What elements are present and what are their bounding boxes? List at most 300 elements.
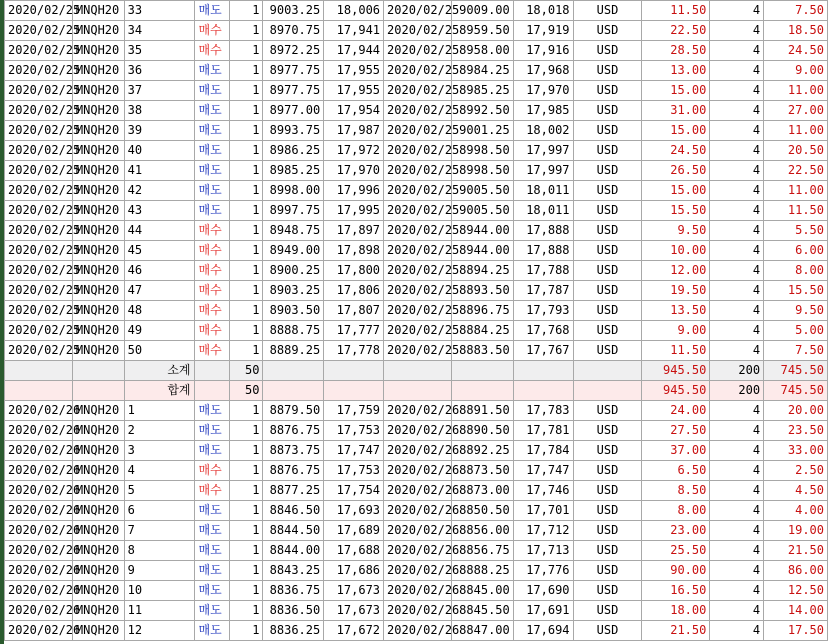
symbol-cell: MNQH20 (72, 561, 124, 581)
total-label: 합계 (124, 381, 194, 401)
exit-date-cell: 2020/02/25 (384, 61, 452, 81)
table-row[interactable] (5, 121, 828, 141)
profit-cell: 25.50 (642, 541, 710, 561)
exit-date-cell: 2020/02/26 (384, 581, 452, 601)
side-cell: 매도 (194, 161, 229, 181)
side-cell: 매수 (194, 261, 229, 281)
net-profit-cell: 22.50 (764, 161, 828, 181)
entry-value-cell: 17,987 (324, 121, 384, 141)
entry-value-cell: 17,954 (324, 101, 384, 121)
exit-price-cell: 8896.75 (451, 301, 513, 321)
quantity-cell: 1 (229, 581, 262, 601)
entry-price-cell: 8997.75 (263, 201, 324, 221)
exit-price-cell: 8984.25 (451, 61, 513, 81)
side-cell: 매수 (194, 321, 229, 341)
net-profit-cell: 9.00 (764, 61, 828, 81)
fee-cell: 4 (710, 301, 764, 321)
trade-date-cell: 2020/02/25 (5, 1, 73, 21)
table-row[interactable] (5, 561, 828, 581)
exit-price-cell: 9005.50 (451, 181, 513, 201)
currency-cell: USD (573, 41, 642, 61)
net-profit-cell: 19.00 (764, 521, 828, 541)
exit-value-cell: 17,784 (513, 441, 573, 461)
table-row[interactable] (5, 581, 828, 601)
day2-rows (5, 401, 828, 641)
side-cell: 매도 (194, 101, 229, 121)
side-cell: 매수 (194, 241, 229, 261)
profit-cell: 28.50 (642, 41, 710, 61)
exit-date-cell: 2020/02/25 (384, 321, 452, 341)
exit-value-cell: 18,011 (513, 201, 573, 221)
trade-no-cell: 42 (124, 181, 194, 201)
currency-cell: USD (573, 141, 642, 161)
entry-value-cell: 17,673 (324, 581, 384, 601)
table-row[interactable] (5, 621, 828, 641)
subtotal-count: 50 (229, 361, 262, 381)
exit-price-cell: 8850.50 (451, 501, 513, 521)
table-row[interactable] (5, 201, 828, 221)
currency-cell: USD (573, 581, 642, 601)
exit-price-cell: 8891.50 (451, 401, 513, 421)
trade-no-cell: 2 (124, 421, 194, 441)
table-row[interactable] (5, 521, 828, 541)
total-count: 50 (229, 381, 262, 401)
fee-cell: 4 (710, 281, 764, 301)
net-profit-cell: 7.50 (764, 341, 828, 361)
currency-cell: USD (573, 461, 642, 481)
entry-price-cell: 8903.25 (263, 281, 324, 301)
profit-cell: 16.50 (642, 581, 710, 601)
trade-no-cell: 43 (124, 201, 194, 221)
exit-date-cell: 2020/02/25 (384, 101, 452, 121)
trade-no-cell: 8 (124, 541, 194, 561)
table-row[interactable] (5, 141, 828, 161)
side-cell: 매도 (194, 541, 229, 561)
net-profit-cell: 5.50 (764, 221, 828, 241)
exit-date-cell: 2020/02/26 (384, 481, 452, 501)
exit-price-cell: 8998.50 (451, 141, 513, 161)
fee-cell: 4 (710, 521, 764, 541)
table-row[interactable] (5, 61, 828, 81)
net-profit-cell: 2.50 (764, 461, 828, 481)
profit-cell: 13.00 (642, 61, 710, 81)
quantity-cell: 1 (229, 181, 262, 201)
symbol-cell: MNQH20 (72, 161, 124, 181)
currency-cell: USD (573, 261, 642, 281)
trade-history-grid (4, 0, 828, 641)
table-row[interactable] (5, 261, 828, 281)
exit-value-cell: 17,968 (513, 61, 573, 81)
trade-date-cell: 2020/02/26 (5, 581, 73, 601)
quantity-cell: 1 (229, 441, 262, 461)
net-profit-cell: 20.00 (764, 401, 828, 421)
trade-date-cell: 2020/02/25 (5, 281, 73, 301)
table-row[interactable] (5, 341, 828, 361)
entry-value-cell: 17,944 (324, 41, 384, 61)
quantity-cell: 1 (229, 301, 262, 321)
exit-price-cell: 8944.00 (451, 221, 513, 241)
quantity-cell: 1 (229, 61, 262, 81)
currency-cell: USD (573, 621, 642, 641)
entry-price-cell: 8844.50 (263, 521, 324, 541)
currency-cell: USD (573, 281, 642, 301)
symbol-cell: MNQH20 (72, 41, 124, 61)
side-cell: 매수 (194, 301, 229, 321)
entry-value-cell: 17,806 (324, 281, 384, 301)
side-cell: 매수 (194, 461, 229, 481)
table-row[interactable] (5, 501, 828, 521)
exit-date-cell: 2020/02/26 (384, 601, 452, 621)
trade-no-cell: 7 (124, 521, 194, 541)
entry-value-cell: 17,688 (324, 541, 384, 561)
exit-price-cell: 8856.00 (451, 521, 513, 541)
table-row[interactable] (5, 281, 828, 301)
exit-date-cell: 2020/02/25 (384, 221, 452, 241)
trade-date-cell: 2020/02/25 (5, 181, 73, 201)
fee-cell: 4 (710, 421, 764, 441)
exit-date-cell: 2020/02/26 (384, 501, 452, 521)
profit-cell: 21.50 (642, 621, 710, 641)
exit-value-cell: 17,767 (513, 341, 573, 361)
quantity-cell: 1 (229, 521, 262, 541)
entry-value-cell: 17,753 (324, 421, 384, 441)
fee-cell: 4 (710, 181, 764, 201)
exit-value-cell: 17,916 (513, 41, 573, 61)
net-profit-cell: 11.00 (764, 81, 828, 101)
currency-cell: USD (573, 521, 642, 541)
exit-date-cell: 2020/02/25 (384, 281, 452, 301)
exit-value-cell: 18,018 (513, 1, 573, 21)
net-profit-cell: 21.50 (764, 541, 828, 561)
entry-price-cell: 8876.75 (263, 421, 324, 441)
trade-no-cell: 35 (124, 41, 194, 61)
fee-cell: 4 (710, 41, 764, 61)
symbol-cell: MNQH20 (72, 281, 124, 301)
table-row[interactable] (5, 421, 828, 441)
exit-date-cell: 2020/02/26 (384, 621, 452, 641)
exit-date-cell: 2020/02/25 (384, 161, 452, 181)
entry-price-cell: 8972.25 (263, 41, 324, 61)
trade-date-cell: 2020/02/26 (5, 561, 73, 581)
side-cell: 매수 (194, 281, 229, 301)
exit-value-cell: 17,788 (513, 261, 573, 281)
day1-rows (5, 1, 828, 361)
table-row[interactable] (5, 321, 828, 341)
entry-price-cell: 8903.50 (263, 301, 324, 321)
fee-cell: 4 (710, 561, 764, 581)
fee-cell: 4 (710, 401, 764, 421)
fee-cell: 4 (710, 221, 764, 241)
quantity-cell: 1 (229, 201, 262, 221)
table-row[interactable] (5, 41, 828, 61)
entry-price-cell: 8986.25 (263, 141, 324, 161)
quantity-cell: 1 (229, 601, 262, 621)
currency-cell: USD (573, 1, 642, 21)
quantity-cell: 1 (229, 101, 262, 121)
currency-cell: USD (573, 561, 642, 581)
side-cell: 매도 (194, 141, 229, 161)
trade-date-cell: 2020/02/26 (5, 501, 73, 521)
exit-value-cell: 17,919 (513, 21, 573, 41)
fee-cell: 4 (710, 101, 764, 121)
exit-price-cell: 8845.00 (451, 581, 513, 601)
net-profit-cell: 27.00 (764, 101, 828, 121)
trade-no-cell: 6 (124, 501, 194, 521)
side-cell: 매도 (194, 1, 229, 21)
subtotal-row[interactable] (5, 361, 828, 381)
quantity-cell: 1 (229, 401, 262, 421)
symbol-cell: MNQH20 (72, 81, 124, 101)
fee-cell: 4 (710, 21, 764, 41)
quantity-cell: 1 (229, 461, 262, 481)
symbol-cell: MNQH20 (72, 241, 124, 261)
fee-cell: 4 (710, 621, 764, 641)
symbol-cell: MNQH20 (72, 621, 124, 641)
side-cell: 매수 (194, 21, 229, 41)
symbol-cell: MNQH20 (72, 121, 124, 141)
exit-price-cell: 8888.25 (451, 561, 513, 581)
table-row[interactable] (5, 301, 828, 321)
entry-value-cell: 17,970 (324, 161, 384, 181)
profit-cell: 19.50 (642, 281, 710, 301)
net-profit-cell: 24.50 (764, 41, 828, 61)
net-profit-cell: 4.50 (764, 481, 828, 501)
net-profit-cell: 11.50 (764, 201, 828, 221)
exit-value-cell: 17,985 (513, 101, 573, 121)
trade-date-cell: 2020/02/25 (5, 321, 73, 341)
side-cell: 매도 (194, 81, 229, 101)
net-profit-cell: 14.00 (764, 601, 828, 621)
currency-cell: USD (573, 181, 642, 201)
trade-no-cell: 47 (124, 281, 194, 301)
subtotal-pl: 945.50 (642, 361, 710, 381)
table-row[interactable] (5, 81, 828, 101)
profit-cell: 15.00 (642, 121, 710, 141)
exit-value-cell: 18,002 (513, 121, 573, 141)
exit-value-cell: 17,783 (513, 401, 573, 421)
exit-price-cell: 9009.00 (451, 1, 513, 21)
exit-price-cell: 8845.50 (451, 601, 513, 621)
net-profit-cell: 5.00 (764, 321, 828, 341)
entry-value-cell: 17,747 (324, 441, 384, 461)
trade-date-cell: 2020/02/26 (5, 461, 73, 481)
profit-cell: 22.50 (642, 21, 710, 41)
side-cell: 매수 (194, 341, 229, 361)
exit-price-cell: 8985.25 (451, 81, 513, 101)
trade-no-cell: 46 (124, 261, 194, 281)
fee-cell: 4 (710, 461, 764, 481)
exit-price-cell: 8959.50 (451, 21, 513, 41)
symbol-cell: MNQH20 (72, 541, 124, 561)
exit-price-cell: 8884.25 (451, 321, 513, 341)
trade-date-cell: 2020/02/25 (5, 61, 73, 81)
entry-price-cell: 8998.00 (263, 181, 324, 201)
entry-value-cell: 17,689 (324, 521, 384, 541)
trade-no-cell: 50 (124, 341, 194, 361)
quantity-cell: 1 (229, 481, 262, 501)
symbol-cell: MNQH20 (72, 301, 124, 321)
entry-value-cell: 17,754 (324, 481, 384, 501)
side-cell: 매도 (194, 121, 229, 141)
exit-date-cell: 2020/02/25 (384, 141, 452, 161)
net-profit-cell: 23.50 (764, 421, 828, 441)
entry-value-cell: 17,686 (324, 561, 384, 581)
profit-cell: 11.50 (642, 341, 710, 361)
quantity-cell: 1 (229, 141, 262, 161)
entry-value-cell: 17,800 (324, 261, 384, 281)
table-row[interactable] (5, 541, 828, 561)
entry-price-cell: 8888.75 (263, 321, 324, 341)
exit-value-cell: 17,997 (513, 161, 573, 181)
currency-cell: USD (573, 501, 642, 521)
entry-price-cell: 8889.25 (263, 341, 324, 361)
table-row[interactable] (5, 101, 828, 121)
table-row[interactable] (5, 461, 828, 481)
quantity-cell: 1 (229, 161, 262, 181)
trade-no-cell: 49 (124, 321, 194, 341)
fee-cell: 4 (710, 141, 764, 161)
table-row[interactable] (5, 221, 828, 241)
profit-cell: 15.00 (642, 181, 710, 201)
currency-cell: USD (573, 161, 642, 181)
symbol-cell: MNQH20 (72, 201, 124, 221)
profit-cell: 12.00 (642, 261, 710, 281)
profit-cell: 8.50 (642, 481, 710, 501)
profit-cell: 9.00 (642, 321, 710, 341)
currency-cell: USD (573, 601, 642, 621)
subtotal-fee: 200 (710, 361, 764, 381)
fee-cell: 4 (710, 61, 764, 81)
entry-price-cell: 8836.75 (263, 581, 324, 601)
net-profit-cell: 7.50 (764, 1, 828, 21)
currency-cell: USD (573, 101, 642, 121)
exit-value-cell: 17,970 (513, 81, 573, 101)
profit-cell: 31.00 (642, 101, 710, 121)
trade-no-cell: 12 (124, 621, 194, 641)
total-fee: 200 (710, 381, 764, 401)
side-cell: 매도 (194, 581, 229, 601)
net-profit-cell: 8.00 (764, 261, 828, 281)
trade-no-cell: 45 (124, 241, 194, 261)
profit-cell: 15.00 (642, 81, 710, 101)
side-cell: 매도 (194, 401, 229, 421)
trade-date-cell: 2020/02/25 (5, 221, 73, 241)
profit-cell: 18.00 (642, 601, 710, 621)
trade-date-cell: 2020/02/25 (5, 121, 73, 141)
trade-no-cell: 40 (124, 141, 194, 161)
currency-cell: USD (573, 81, 642, 101)
trade-date-cell: 2020/02/26 (5, 541, 73, 561)
table-row[interactable] (5, 601, 828, 621)
trade-date-cell: 2020/02/25 (5, 141, 73, 161)
trade-date-cell: 2020/02/25 (5, 161, 73, 181)
entry-price-cell: 8844.00 (263, 541, 324, 561)
entry-price-cell: 8877.25 (263, 481, 324, 501)
trade-date-cell: 2020/02/25 (5, 301, 73, 321)
exit-value-cell: 17,768 (513, 321, 573, 341)
side-cell: 매도 (194, 601, 229, 621)
quantity-cell: 1 (229, 541, 262, 561)
entry-value-cell: 17,759 (324, 401, 384, 421)
currency-cell: USD (573, 21, 642, 41)
exit-value-cell: 17,787 (513, 281, 573, 301)
trade-no-cell: 10 (124, 581, 194, 601)
table-row[interactable] (5, 401, 828, 421)
table-row[interactable] (5, 161, 828, 181)
entry-price-cell: 8900.25 (263, 261, 324, 281)
net-profit-cell: 18.50 (764, 21, 828, 41)
net-profit-cell: 4.00 (764, 501, 828, 521)
exit-date-cell: 2020/02/25 (384, 261, 452, 281)
entry-value-cell: 17,972 (324, 141, 384, 161)
table-row[interactable] (5, 181, 828, 201)
total-net: 745.50 (764, 381, 828, 401)
net-profit-cell: 12.50 (764, 581, 828, 601)
entry-price-cell: 8836.50 (263, 601, 324, 621)
fee-cell: 4 (710, 121, 764, 141)
entry-value-cell: 17,955 (324, 61, 384, 81)
symbol-cell: MNQH20 (72, 1, 124, 21)
exit-date-cell: 2020/02/25 (384, 1, 452, 21)
quantity-cell: 1 (229, 321, 262, 341)
entry-price-cell: 8985.25 (263, 161, 324, 181)
exit-date-cell: 2020/02/26 (384, 441, 452, 461)
entry-value-cell: 17,778 (324, 341, 384, 361)
entry-price-cell: 8948.75 (263, 221, 324, 241)
exit-date-cell: 2020/02/25 (384, 21, 452, 41)
exit-value-cell: 17,888 (513, 241, 573, 261)
entry-price-cell: 8977.75 (263, 81, 324, 101)
entry-price-cell: 8993.75 (263, 121, 324, 141)
total-row[interactable] (5, 381, 828, 401)
entry-price-cell: 9003.25 (263, 1, 324, 21)
exit-date-cell: 2020/02/26 (384, 541, 452, 561)
profit-cell: 8.00 (642, 501, 710, 521)
exit-date-cell: 2020/02/25 (384, 341, 452, 361)
table-row[interactable] (5, 481, 828, 501)
exit-value-cell: 17,781 (513, 421, 573, 441)
exit-price-cell: 8873.50 (451, 461, 513, 481)
exit-date-cell: 2020/02/26 (384, 521, 452, 541)
trade-no-cell: 38 (124, 101, 194, 121)
side-cell: 매수 (194, 41, 229, 61)
currency-cell: USD (573, 421, 642, 441)
profit-cell: 23.00 (642, 521, 710, 541)
currency-cell: USD (573, 441, 642, 461)
trade-date-cell: 2020/02/25 (5, 81, 73, 101)
exit-price-cell: 8992.50 (451, 101, 513, 121)
exit-price-cell: 8998.50 (451, 161, 513, 181)
table-row[interactable] (5, 1, 828, 21)
table-row[interactable] (5, 241, 828, 261)
profit-cell: 9.50 (642, 221, 710, 241)
symbol-cell: MNQH20 (72, 401, 124, 421)
table-row[interactable] (5, 21, 828, 41)
trade-no-cell: 41 (124, 161, 194, 181)
profit-cell: 27.50 (642, 421, 710, 441)
currency-cell: USD (573, 201, 642, 221)
table-row[interactable] (5, 441, 828, 461)
net-profit-cell: 11.00 (764, 181, 828, 201)
trade-no-cell: 11 (124, 601, 194, 621)
exit-date-cell: 2020/02/26 (384, 421, 452, 441)
exit-price-cell: 8883.50 (451, 341, 513, 361)
entry-value-cell: 17,693 (324, 501, 384, 521)
trade-no-cell: 33 (124, 1, 194, 21)
exit-date-cell: 2020/02/26 (384, 561, 452, 581)
quantity-cell: 1 (229, 81, 262, 101)
quantity-cell: 1 (229, 561, 262, 581)
